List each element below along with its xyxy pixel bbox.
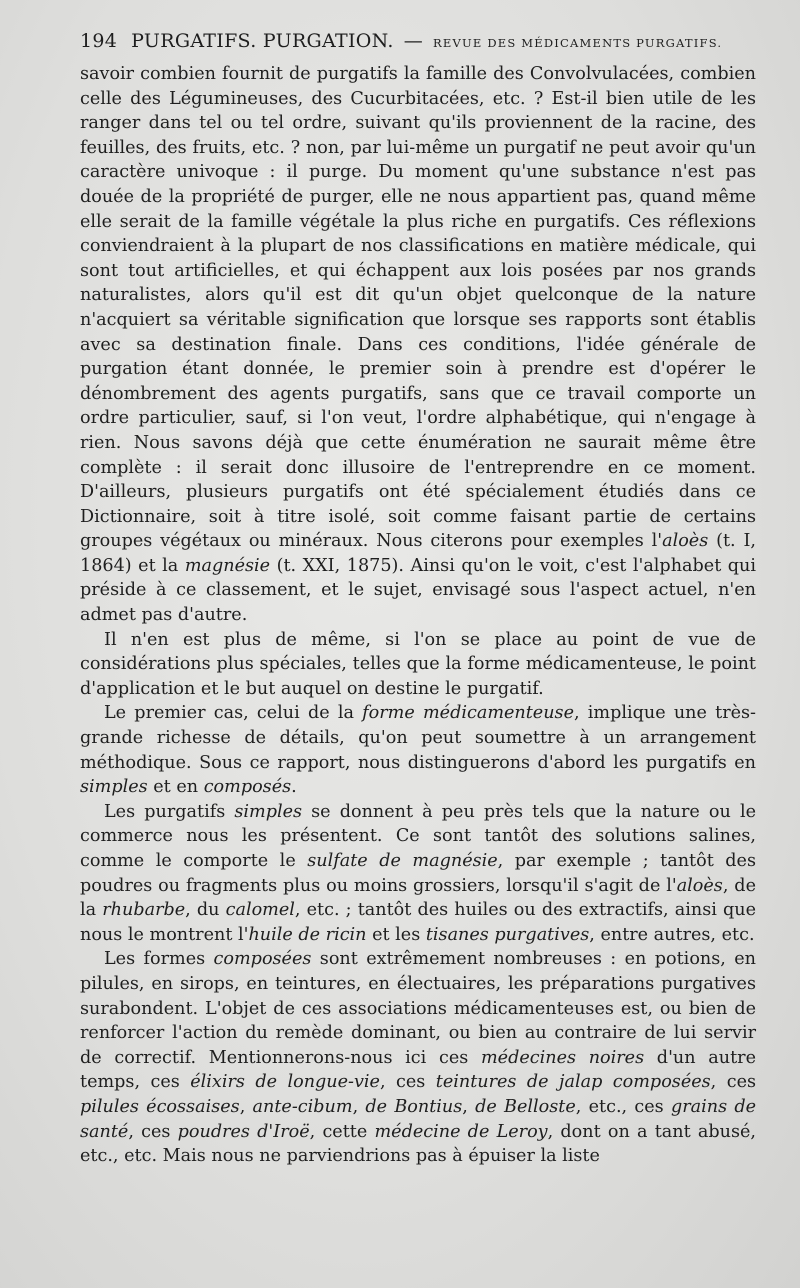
text-run: . bbox=[291, 777, 297, 798]
text-run: et les bbox=[366, 924, 426, 945]
text-run: , bbox=[462, 1096, 476, 1117]
paragraph bbox=[80, 62, 756, 628]
body-text bbox=[80, 62, 756, 1169]
text-run: , ces bbox=[379, 1072, 436, 1093]
text-run: Le premier cas, celui de la bbox=[104, 703, 363, 724]
italic-term: rhubarbe bbox=[102, 900, 186, 921]
text-run: , etc. ; tantôt des huiles ou des extractifs, ainsi que nous le montrent l' bbox=[80, 900, 756, 945]
text-run: (t. XXI, 1875). Ainsi qu'on le voit, c'est l'alphabet qui préside à ce classement, et le sujet, envisagé sous l'aspect actuel, n'en admet pas d'autre. bbox=[80, 555, 757, 626]
header-title: PURGATIFS. PURGATION. bbox=[131, 30, 394, 52]
italic-term: aloès bbox=[676, 875, 723, 896]
header-dash: — bbox=[403, 30, 424, 52]
paragraph bbox=[80, 800, 756, 948]
text-run: , par exemple ; tantôt des poudres ou fragments plus ou moins grossiers, lorsqu'il s'agit de l' bbox=[80, 851, 756, 896]
text-run: , du bbox=[185, 900, 226, 921]
paragraph bbox=[80, 947, 756, 1168]
header-subtitle: REVUE DES MÉDICAMENTS PURGATIFS. bbox=[433, 36, 723, 50]
text-run: , ces bbox=[128, 1121, 178, 1142]
text-run: et en bbox=[147, 777, 204, 798]
italic-term: aloès bbox=[662, 531, 709, 552]
italic-term: composées bbox=[213, 949, 312, 970]
text-run: , implique une très-grande richesse de détails, qu'on peut soumettre à un arrangement méthodique. Sous ce rapport, nous distinguerons d'abord les purgatifs en bbox=[80, 703, 756, 773]
text-run: Il n'en est plus de même, si l'on se place au point de vue de considérations plus spéciales, telles que la forme médicamenteuse, le point d'application et le but auquel on destine le purgatif. bbox=[80, 629, 756, 699]
paragraph bbox=[80, 628, 756, 702]
italic-term: médecines noires bbox=[480, 1047, 645, 1068]
text-run: , bbox=[352, 1096, 366, 1117]
text-run: , cette bbox=[309, 1121, 375, 1142]
page-number: 194 bbox=[80, 30, 118, 52]
text-run: Les formes bbox=[104, 949, 214, 970]
italic-term: magnésie bbox=[184, 555, 271, 576]
italic-term: teintures de jalap composées bbox=[435, 1072, 711, 1093]
text-run: (t. I, 1864) et la bbox=[80, 531, 757, 576]
italic-term: poudres d'Iroë bbox=[177, 1121, 310, 1142]
text-run: , etc., ces bbox=[575, 1096, 671, 1117]
text-run: savoir combien fournit de purgatifs la famille des Convolvulacées, combien celle des Légumineuses, des Cucurbitacées, etc. ? Est-il bien utile de les ranger dans tel ou tel ordre, suivant qu'ils proviennent de la racine, des feuilles, des fruits, etc. ? non, par lui-même un purgatif ne peut avoir qu'un caractère univoque : il purge. Du moment qu'une substance n'est pas douée de la propriété de purger, elle ne nous appartient pas, quand même elle serait de la famille végétale la plus riche en purgatifs. Ces réflexions conviendraient à la plupart de nos classifications en matière médicale, qui sont tout artificielles, et qui échappent aux lois posées par nos grands naturalistes, alors qu'il est dit qu'un objet quelconque de la nature n'acquiert sa véritable signification que lorsque ses rapports sont établis avec sa destination finale. Dans ces conditions, l'idée générale de purgation étant donnée, le premier soin à prendre est d'opérer le dénombrement des agents purgatifs, sans que ce travail comporte un ordre particulier, sauf, si l'on veut, l'ordre alphabétique, qui n'engage à rien. Nous savons déjà que cette énumération ne saurait même être complète : il serait donc illusoire de l'entreprendre en ce moment. D'ailleurs, plusieurs purgatifs ont été spécialement étudiés dans ce Dictionnaire, soit à titre isolé, soit comme faisant partie de certains groupes végétaux ou minéraux. Nous citerons pour exemples l' bbox=[80, 64, 756, 552]
italic-term: simples bbox=[234, 801, 303, 822]
text-run: , bbox=[239, 1096, 253, 1117]
text-run: , entre autres, etc. bbox=[589, 924, 755, 945]
italic-term: tisanes purgatives bbox=[425, 924, 590, 945]
italic-term: forme médicamenteuse bbox=[362, 703, 574, 724]
text-run: , de la bbox=[80, 875, 756, 921]
text-run: , dont on a tant abusé, etc., etc. Mais nous ne parviendrions pas à épuiser la liste bbox=[80, 1121, 756, 1167]
italic-term: composés bbox=[203, 777, 292, 798]
italic-term: huile de ricin bbox=[248, 924, 367, 945]
text-run: Les purgatifs bbox=[104, 801, 235, 822]
italic-term: grains de santé bbox=[80, 1096, 757, 1142]
italic-term: ante-cibum bbox=[252, 1096, 353, 1117]
italic-term: simples bbox=[80, 777, 148, 798]
text-run: , ces bbox=[710, 1072, 757, 1093]
italic-term: de Belloste bbox=[475, 1096, 576, 1117]
italic-term: médecine de Leroy bbox=[374, 1121, 548, 1142]
running-header bbox=[80, 30, 756, 52]
paragraph bbox=[80, 701, 756, 799]
italic-term: calomel bbox=[225, 900, 295, 921]
text-run: d'un autre temps, ces bbox=[80, 1047, 756, 1093]
text-run: se donnent à peu près tels que la nature ou le commerce nous les présentent. Ce sont tantôt des solutions salines, comme le comporte le bbox=[80, 801, 756, 871]
italic-term: sulfate de magnésie bbox=[307, 851, 498, 871]
italic-term: élixirs de longue-vie bbox=[190, 1072, 380, 1093]
italic-term: pilules écossaises bbox=[80, 1096, 240, 1117]
text-run: sont extrêmement nombreuses : en potions, en pilules, en sirops, en teintures, en électuaires, les préparations purgatives surabondent. L'objet de ces associations médicamenteuses est, ou bien de renforcer l'action du remède dominant, ou bien au contraire de lui servir de correctif. Mentionnerons-nous ici ces bbox=[80, 949, 756, 1068]
italic-term: de Bontius bbox=[365, 1096, 463, 1117]
